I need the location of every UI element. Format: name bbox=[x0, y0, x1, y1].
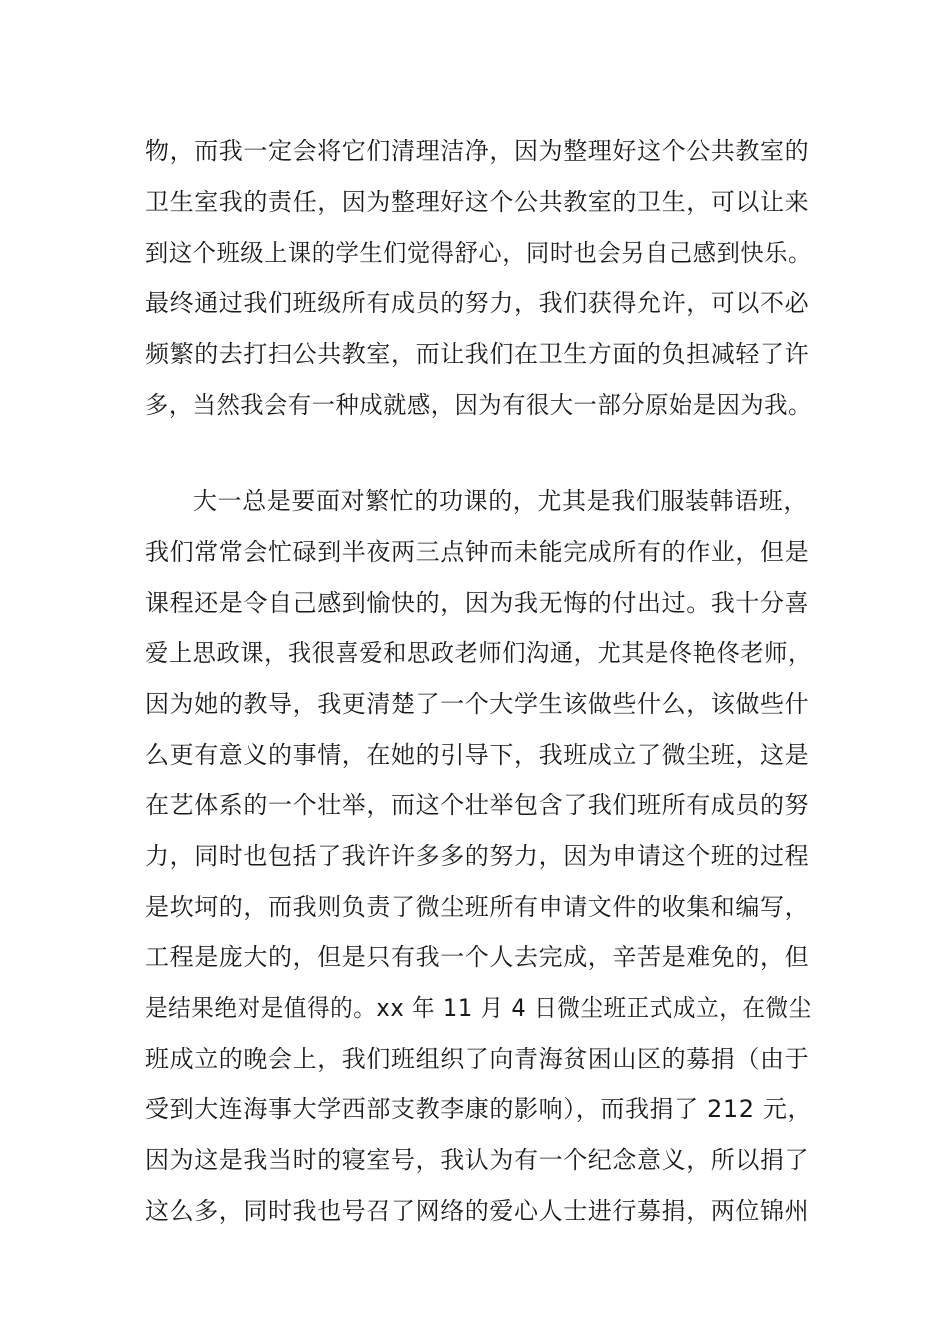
paragraph-2-line-15: 这么多，同时我也号召了网络的爱心人士进行募捐，两位锦州 bbox=[145, 1197, 810, 1225]
paragraph-2-line-4: 爱上思政课，我很喜爱和思政老师们沟通，尤其是佟艳佟老师， bbox=[145, 639, 812, 667]
paragraph-1-line-5: 频繁的去打扫公共教室，而让我们在卫生方面的负担减轻了许 bbox=[145, 340, 810, 368]
paragraph-2-line-12: 班成立的晚会上，我们班组织了向青海贫困山区的募捐（由于 bbox=[145, 1045, 810, 1073]
paragraph-1-line-3: 到这个班级上课的学生们觉得舒心，同时也会另自己感到快乐。 bbox=[145, 239, 812, 267]
paragraph-2-line-14: 因为这是我当时的寝室号，我认为有一个纪念意义，所以捐了 bbox=[145, 1146, 810, 1174]
paragraph-1-line-2: 卫生室我的责任，因为整理好这个公共教室的卫生，可以让来 bbox=[145, 188, 810, 216]
paragraph-2-line-9: 是坎坷的，而我则负责了微尘班所有申请文件的收集和编写， bbox=[145, 893, 810, 921]
paragraph-1-line-6: 多，当然我会有一种成就感，因为有很大一部分原始是因为我。 bbox=[145, 391, 812, 419]
paragraph-1-line-4: 最终通过我们班级所有成员的努力，我们获得允许，可以不必 bbox=[145, 289, 810, 317]
paragraph-2-line-10: 工程是庞大的，但是只有我一个人去完成，辛苦是难免的，但 bbox=[145, 943, 810, 971]
paragraph-2-line-13: 受到大连海事大学西部支教李康的影响），而我捐了 212 元， bbox=[145, 1095, 813, 1123]
paragraph-2-line-1: 大一总是要面对繁忙的功课的，尤其是我们服装韩语班， bbox=[193, 487, 808, 515]
paragraph-2-line-11: 是结果绝对是值得的。xx 年 11 月 4 日微尘班正式成立，在微尘 bbox=[145, 994, 812, 1022]
paragraph-2-line-2: 我们常常会忙碌到半夜两三点钟而未能完成所有的作业，但是 bbox=[145, 538, 810, 566]
paragraph-2-line-3: 课程还是令自己感到愉快的，因为我无悔的付出过。我十分喜 bbox=[145, 589, 810, 617]
paragraph-2-line-8: 力，同时也包括了我许许多多的努力，因为申请这个班的过程 bbox=[145, 842, 810, 870]
paragraph-2-line-7: 在艺体系的一个壮举，而这个壮举包含了我们班所有成员的努 bbox=[145, 791, 810, 819]
paragraph-2-line-5: 因为她的教导，我更清楚了一个大学生该做些什么，该做些什 bbox=[145, 690, 810, 718]
paragraph-1-line-1: 物，而我一定会将它们清理洁净，因为整理好这个公共教室的 bbox=[145, 137, 810, 165]
paragraph-2-line-6: 么更有意义的事情，在她的引导下，我班成立了微尘班，这是 bbox=[145, 741, 810, 769]
